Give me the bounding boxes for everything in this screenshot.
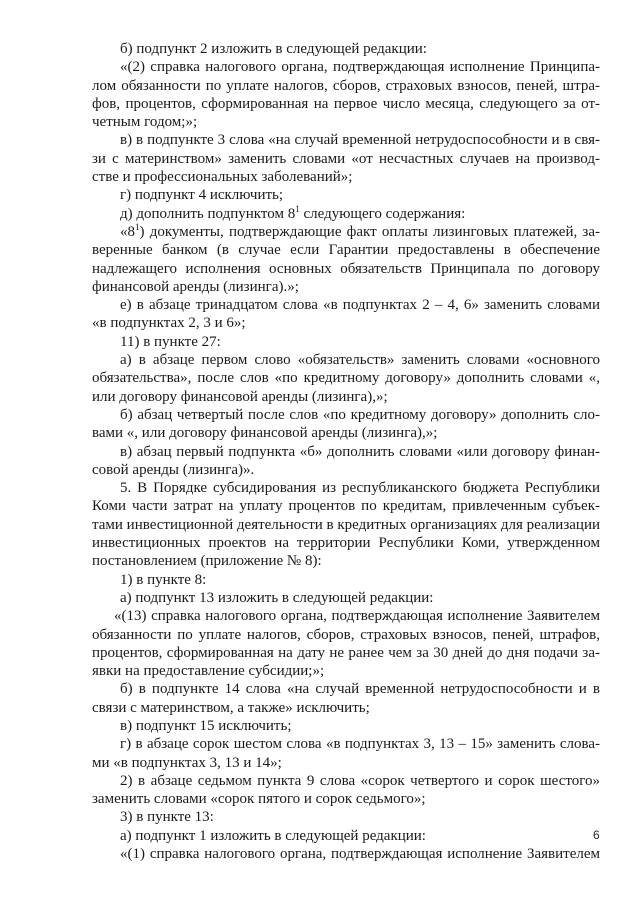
text-line: б) абзац четвертый после слов «по кредитному договору» дополнить сло- bbox=[120, 406, 600, 423]
text-line: г) подпункт 4 исключить; bbox=[120, 187, 284, 204]
text-line: а) подпункт 1 изложить в следующей редакции: bbox=[120, 827, 426, 844]
text-line: б) подпункт 2 изложить в следующей редакции: bbox=[120, 41, 427, 57]
text-line: в) абзац первый подпункта «б» дополнить словами «или договору финан- bbox=[120, 443, 600, 460]
text-line: «в подпунктах 2, 3 и 6»; bbox=[92, 315, 246, 332]
text-line: г) в абзаце сорок шестом слова «в подпунктах 3, 13 – 15» заменить слова- bbox=[120, 736, 600, 753]
text-line: «(2) справка налогового органа, подтверждающая исполнение Принципа- bbox=[120, 59, 600, 76]
text-line: фов, процентов, сформированная на первое число месяца, следующего за от- bbox=[92, 95, 600, 112]
text-line: тами инвестиционной деятельности в кредитных организациях для реализации bbox=[92, 516, 600, 533]
text-line: процентов, сформированная на дату не ранее чем за 30 дней до дня подачи за- bbox=[92, 644, 600, 661]
text-line: связи с материнством, а также» исключить; bbox=[92, 699, 370, 716]
text-line: б) в подпункте 14 слова «на случай временной нетрудоспособности и в bbox=[120, 681, 600, 698]
text-line: обязанности по уплате налогов, сборов, страховых взносов, пеней, штрафов, bbox=[92, 626, 600, 643]
text-line: 11) в пункте 27: bbox=[120, 333, 221, 350]
text-line: стве и профессиональных заболеваний»; bbox=[92, 169, 353, 186]
text-line: е) в абзаце тринадцатом слова «в подпунктах 2 – 4, 6» заменить словами bbox=[120, 297, 600, 314]
text-line: веренные банком (в случае если Гарантии предоставлены в обеспечение bbox=[92, 242, 600, 259]
text-line: заменить словами «сорок пятого и сорок седьмого»; bbox=[92, 791, 426, 808]
text-line: ми «в подпунктах 3, 13 и 14»; bbox=[92, 754, 282, 771]
text-line: совой аренды (лизинга)». bbox=[92, 461, 255, 478]
text-line: 2) в абзаце седьмом пункта 9 слова «сорок четвертого и сорок шестого» bbox=[120, 772, 600, 789]
document-body bbox=[92, 40, 600, 863]
text-line: в) подпункт 15 исключить; bbox=[120, 717, 292, 734]
text-line: зи с материнством» заменить словами «от несчастных случаев на производ- bbox=[92, 150, 600, 167]
text-line: постановлением (приложение № 8): bbox=[92, 553, 322, 570]
text-line: четным годом;»; bbox=[92, 114, 198, 131]
text-line: 3) в пункте 13: bbox=[120, 809, 214, 826]
text-line: вами «, или договору финансовой аренды (лизинга),»; bbox=[92, 425, 438, 442]
text-line: а) подпункт 13 изложить в следующей редакции: bbox=[120, 589, 434, 606]
text-line: лом обязанности по уплате налогов, сборов, страховых взносов, пеней, штра- bbox=[92, 77, 600, 94]
text-line: явки на предоставление субсидии;»; bbox=[92, 663, 325, 680]
text-line: или договору финансовой аренды (лизинга),»; bbox=[92, 388, 388, 405]
text-line: в) в подпункте 3 слова «на случай временной нетрудоспособности и в свя- bbox=[120, 132, 600, 149]
page-number: 6 bbox=[593, 828, 600, 842]
text-line: д) дополнить подпунктом $8^1$ следующего содержания: bbox=[120, 203, 466, 222]
text-line: «$8^1$) документы, подтверждающие факт оплаты лизинговых платежей, за- bbox=[120, 221, 600, 240]
text-line: «(13) справка налогового органа, подтверждающая исполнение Заявителем bbox=[114, 608, 600, 625]
text-line: надлежащего исполнения основных обязательств Принципала по договору bbox=[92, 260, 600, 277]
text-line: «(1) справка налогового органа, подтверждающая исполнение Заявителем bbox=[120, 846, 600, 863]
text-line: 1) в пункте 8: bbox=[120, 571, 207, 588]
text-line: финансовой аренды (лизинга).»; bbox=[92, 278, 299, 295]
text-line: 5. В Порядке субсидирования из республиканского бюджета Республики bbox=[120, 480, 600, 497]
text-line: инвестиционных проектов на территории Республики Коми, утвержденном bbox=[92, 535, 600, 552]
text-line: а) в абзаце первом слово «обязательств» заменить словами «основного bbox=[120, 352, 600, 369]
text-line: обязательства», после слов «по кредитному договору» дополнить словами «, bbox=[92, 370, 600, 387]
text-line: Коми части затрат на уплату процентов по кредитам, привлеченным субъек- bbox=[92, 498, 600, 515]
